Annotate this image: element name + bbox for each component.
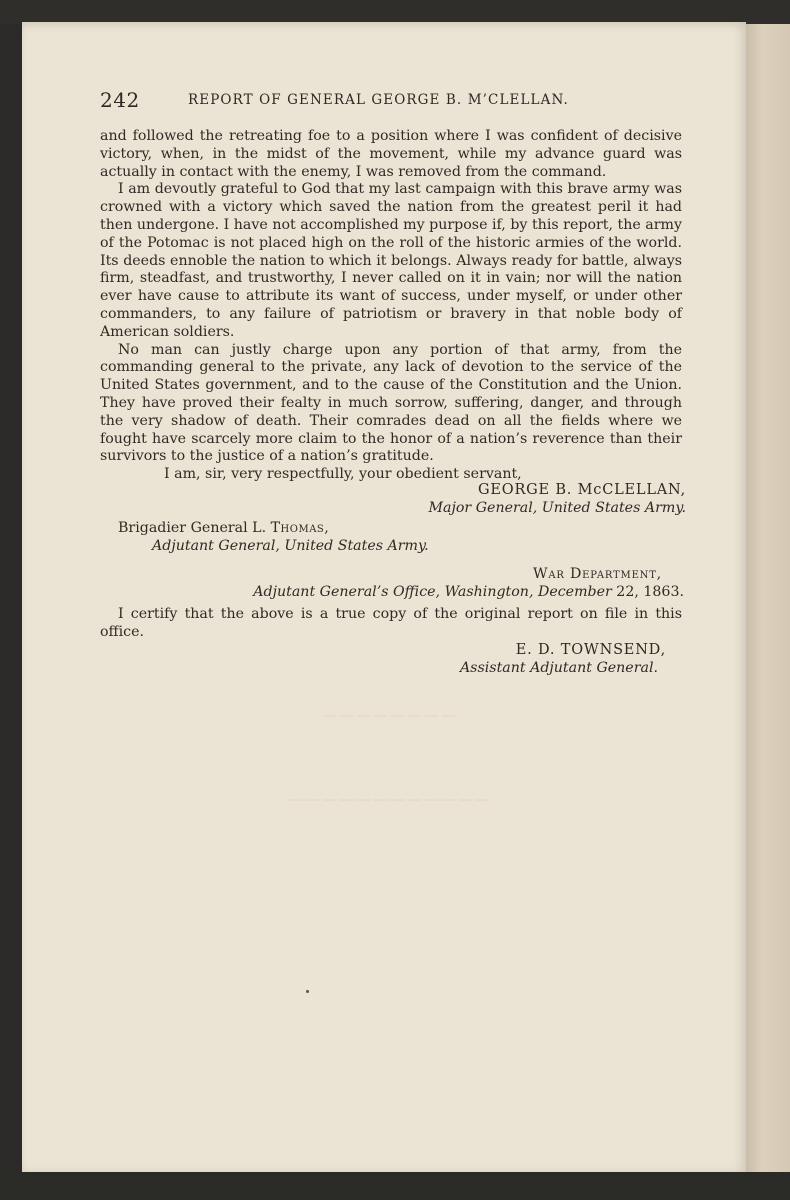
addressee-title: Adjutant General, United States Army. — [152, 538, 429, 554]
page-header — [100, 88, 660, 116]
page-number: 242 — [100, 88, 140, 112]
certifier-title: Assistant Adjutant General. — [459, 660, 658, 676]
office-location: Adjutant General’s Office, Washington, December — [253, 584, 617, 600]
paragraph-2: I am devoutly grateful to God that my last campaign with this brave army was crowned with a victory which saved the nation from the greatest peril it had then undergone. I have not accomplished my purpose if, by this report, the army of the Potomac is not placed high on the roll of the historic armies of the world. Its deeds ennoble the nation to which it belongs. Always ready for battle, always firm, steadfast, and trustworthy, I never called on it in vain; nor will the nation ever have cause to attribute its want of success, under myself, or under other commanders, to any failure of patriotism or bravery in that noble body of American soldiers. — [100, 181, 682, 340]
paper-speck — [306, 990, 309, 993]
adjacent-page-edge — [744, 24, 790, 1174]
office-date: 22, 1863. — [616, 584, 684, 600]
office-dateline — [253, 584, 684, 600]
addressee-surname: Thomas, — [270, 520, 330, 536]
running-title: REPORT OF GENERAL GEORGE B. M’CLELLAN. — [188, 92, 569, 108]
show-through-text-2: ———————— — [322, 706, 458, 724]
scan-bottom-edge — [0, 1172, 790, 1200]
addressee-prefix: Brigadier General L. — [118, 520, 271, 536]
signature-title: Major General, United States Army. — [428, 500, 686, 516]
paragraph-3: No man can justly charge upon any portion of that army, from the commanding general to the private, any lack of devotion to the service of the United States government, and to the cause of the Constitution and the Union. They have proved their fealty in much sorrow, suffering, danger, and through the very shadow of death. Their comrades dead on all the fields where we fought have scarcely more claim to the honor of a nation’s reverence than their survivors to the justice of a nation’s gratitude. — [100, 341, 682, 465]
certification-text: I certify that the above is a true copy of the original report on file in this office. — [100, 606, 682, 640]
paragraph-1: and followed the retreating foe to a position where I was confident of decisive victory, when, in the midst of the movement, while my advance guard was actually in contact with the enemy, I was removed from the command. — [100, 128, 682, 180]
addressee-line — [118, 520, 329, 536]
certification-block — [100, 606, 682, 642]
certifier-name: E. D. TOWNSEND, — [515, 642, 666, 658]
show-through-text: ———————————— — [288, 790, 492, 808]
department-heading: War Department, — [532, 566, 662, 582]
report-body — [100, 128, 682, 466]
closing-line: I am, sir, very respectfully, your obedient servant, — [164, 466, 522, 482]
scan-top-edge — [0, 0, 790, 24]
signature-name: GEORGE B. McCLELLAN, — [478, 482, 686, 498]
